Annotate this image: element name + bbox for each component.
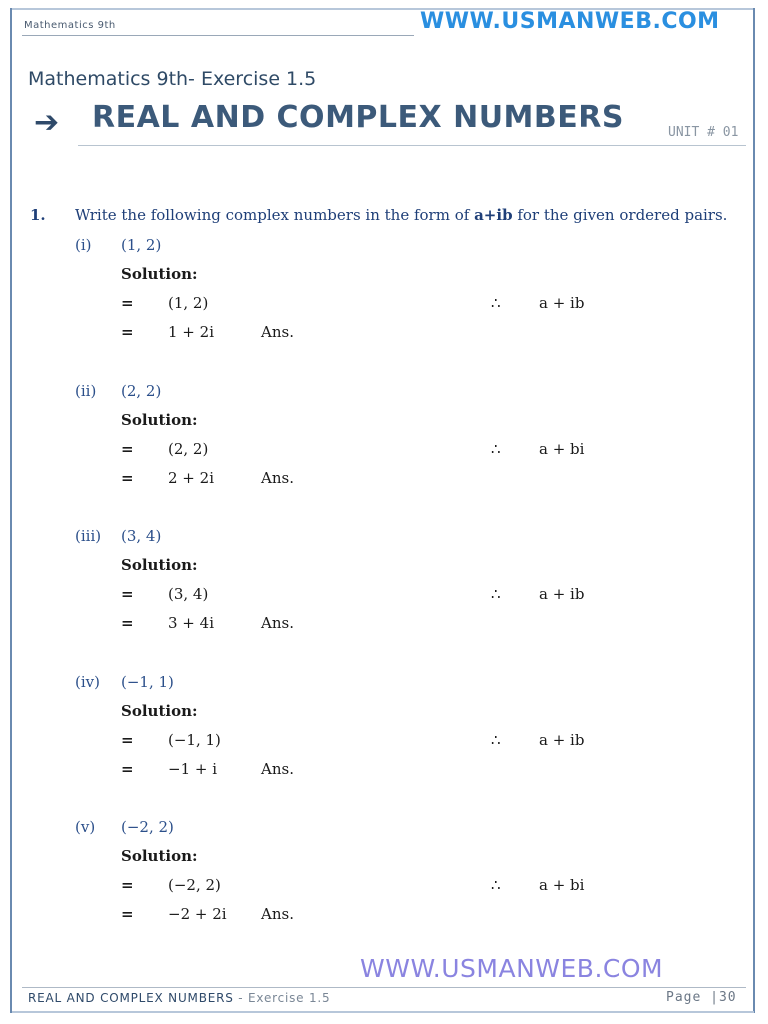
- part-pair: (3, 4): [121, 527, 162, 545]
- ordered-pair-expression: (−1, 1): [168, 731, 221, 749]
- equals-sign: =: [121, 905, 134, 923]
- part-pair: (−2, 2): [121, 818, 174, 836]
- answer-label: Ans.: [261, 760, 294, 778]
- website-footer-link[interactable]: WWW.USMANWEB.COM: [360, 954, 664, 983]
- exercise-subtitle: Mathematics 9th- Exercise 1.5: [28, 68, 317, 90]
- part-pair: (2, 2): [121, 382, 162, 400]
- equals-sign: =: [121, 585, 134, 603]
- arrow-right-icon: ➔: [34, 105, 60, 140]
- equals-sign: =: [121, 731, 134, 749]
- page-number: Page |30: [666, 990, 737, 1005]
- complex-form: a + bi: [539, 440, 585, 458]
- solution-label: Solution:: [121, 702, 198, 720]
- header-rule: [22, 35, 414, 36]
- part-label: (i): [75, 236, 92, 254]
- complex-form: a + ib: [539, 585, 585, 603]
- answer-label: Ans.: [261, 469, 294, 487]
- complex-form: a + bi: [539, 876, 585, 894]
- complex-result: 1 + 2i: [168, 323, 214, 341]
- therefore-symbol: ∴: [491, 440, 501, 458]
- running-header: Mathematics 9th: [24, 20, 116, 31]
- solution-label: Solution:: [121, 556, 198, 574]
- complex-form: a + ib: [539, 731, 585, 749]
- therefore-symbol: ∴: [491, 294, 501, 312]
- solution-label: Solution:: [121, 265, 198, 283]
- therefore-symbol: ∴: [491, 731, 501, 749]
- complex-result: −2 + 2i: [168, 905, 227, 923]
- complex-result: −1 + i: [168, 760, 218, 778]
- solution-label: Solution:: [121, 411, 198, 429]
- part-label: (v): [75, 818, 96, 836]
- complex-form: a + ib: [539, 294, 585, 312]
- answer-label: Ans.: [261, 614, 294, 632]
- equals-sign: =: [121, 294, 134, 312]
- solution-label: Solution:: [121, 847, 198, 865]
- footer-chapter: REAL AND COMPLEX NUMBERS - Exercise 1.5: [28, 991, 331, 1005]
- bottom-border: [12, 1011, 754, 1013]
- equals-sign: =: [121, 614, 134, 632]
- unit-label: UNIT # 01: [668, 125, 739, 140]
- part-label: (iv): [75, 673, 100, 691]
- title-rule: [78, 145, 746, 146]
- equals-sign: =: [121, 876, 134, 894]
- ordered-pair-expression: (3, 4): [168, 585, 209, 603]
- answer-label: Ans.: [261, 905, 294, 923]
- part-label: (iii): [75, 527, 102, 545]
- therefore-symbol: ∴: [491, 585, 501, 603]
- equals-sign: =: [121, 440, 134, 458]
- equals-sign: =: [121, 760, 134, 778]
- equals-sign: =: [121, 323, 134, 341]
- question-number: 1.: [30, 206, 46, 224]
- ordered-pair-expression: (2, 2): [168, 440, 209, 458]
- answer-label: Ans.: [261, 323, 294, 341]
- website-header-link[interactable]: WWW.USMANWEB.COM: [420, 9, 720, 34]
- equals-sign: =: [121, 469, 134, 487]
- therefore-symbol: ∴: [491, 876, 501, 894]
- question-text: Write the following complex numbers in the form of a+ib for the given ordered pairs.: [75, 206, 728, 224]
- ordered-pair-expression: (1, 2): [168, 294, 209, 312]
- part-pair: (1, 2): [121, 236, 162, 254]
- footer-rule: [22, 987, 746, 988]
- ordered-pair-expression: (−2, 2): [168, 876, 221, 894]
- complex-result: 3 + 4i: [168, 614, 214, 632]
- complex-result: 2 + 2i: [168, 469, 214, 487]
- part-pair: (−1, 1): [121, 673, 174, 691]
- chapter-title: REAL AND COMPLEX NUMBERS: [92, 100, 624, 135]
- part-label: (ii): [75, 382, 97, 400]
